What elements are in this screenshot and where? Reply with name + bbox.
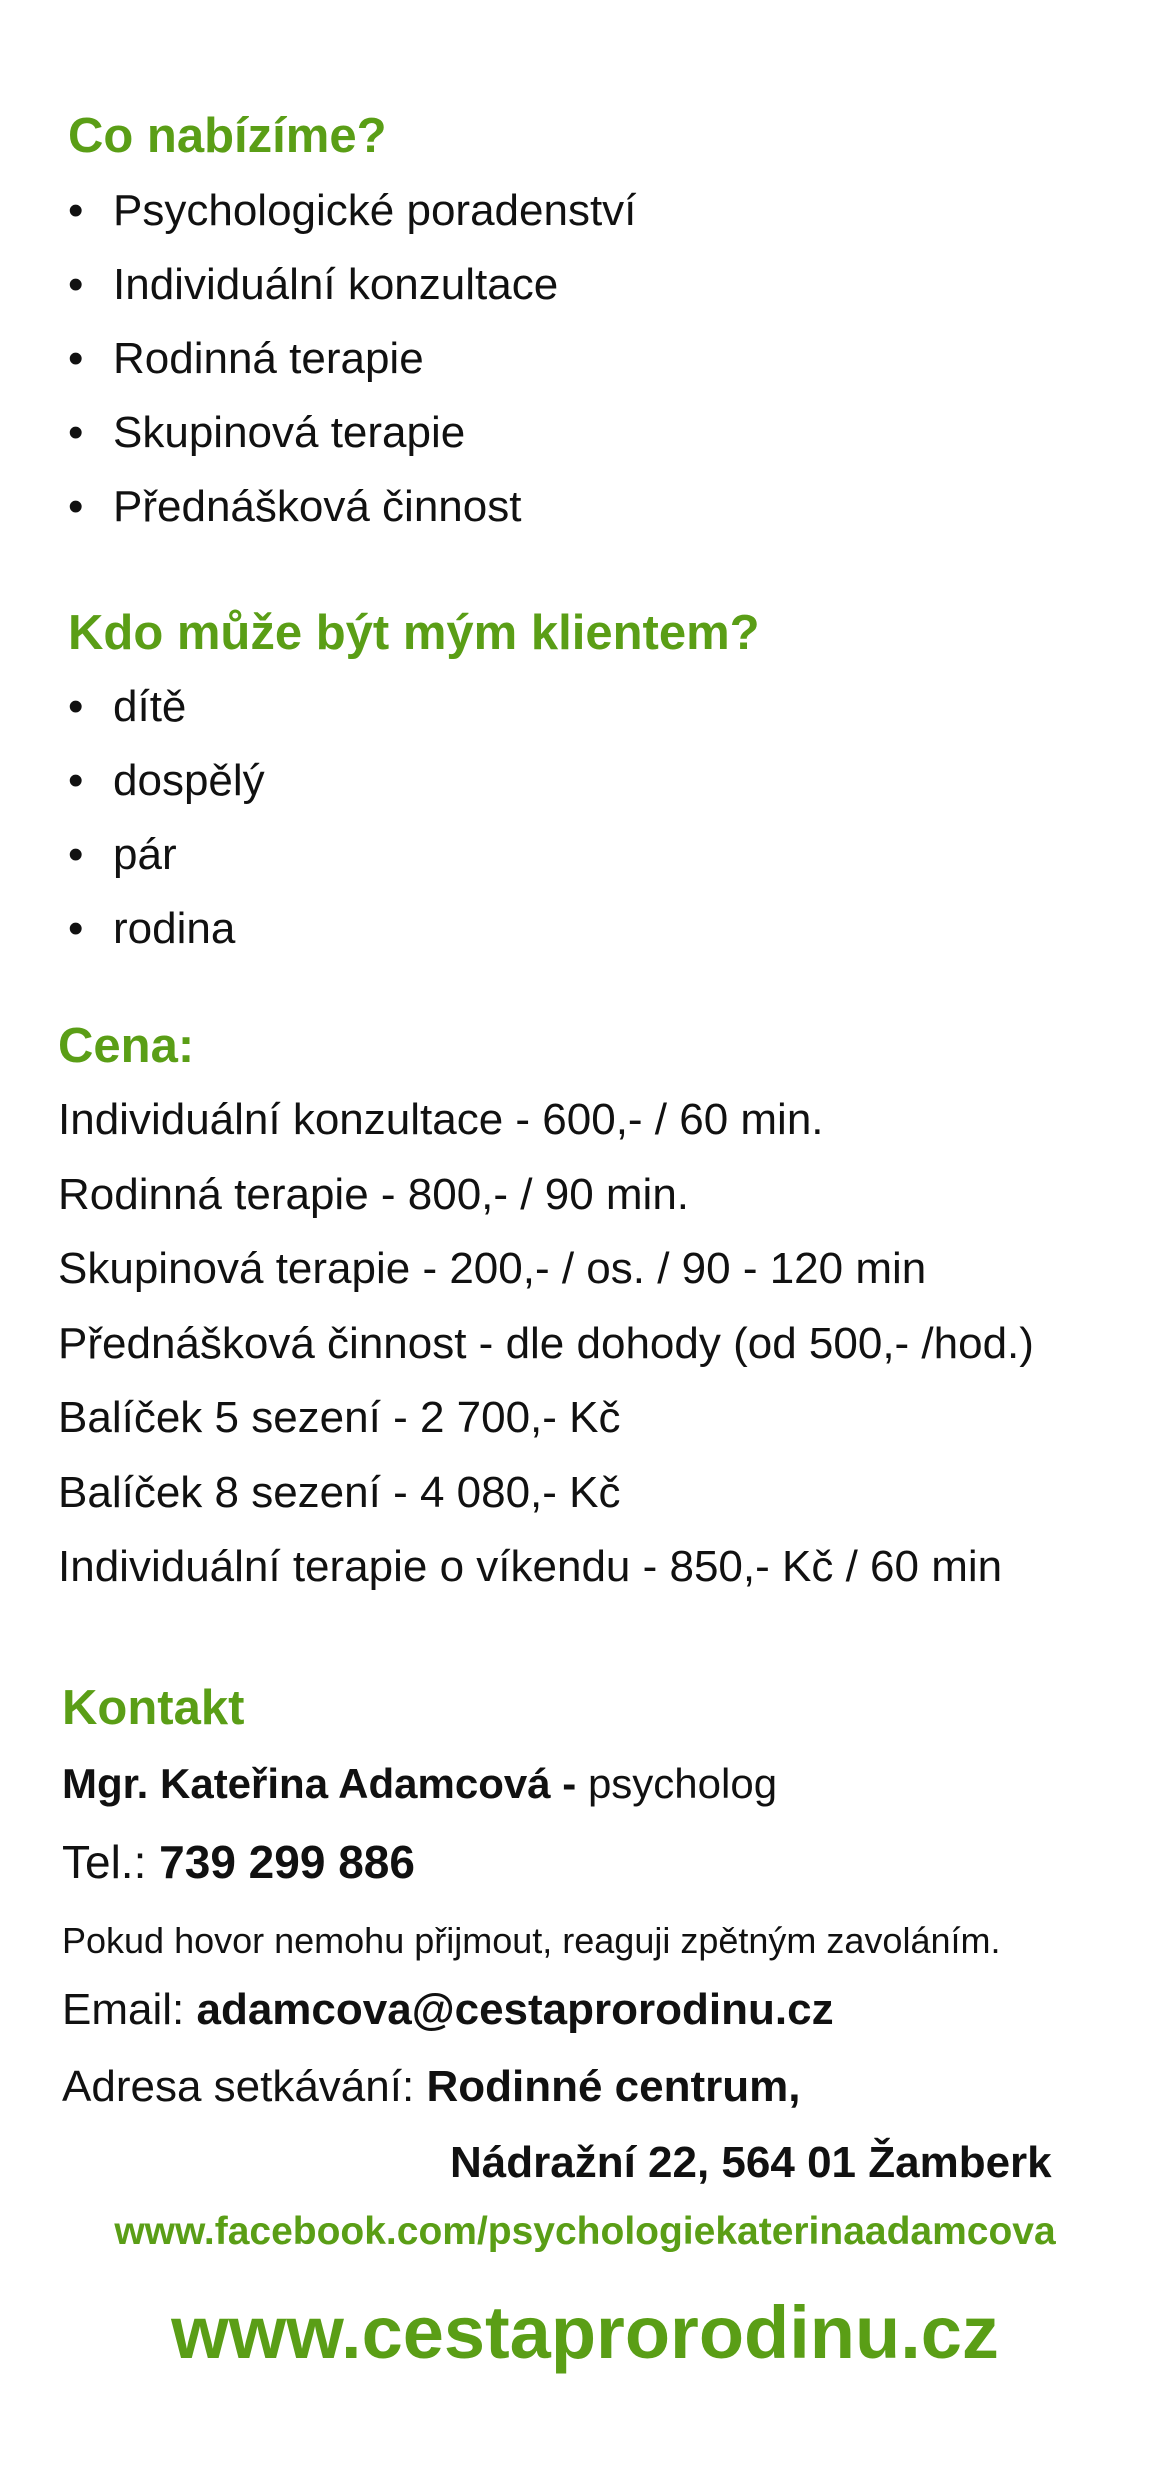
address-line-1: Rodinné centrum, bbox=[426, 2062, 801, 2111]
list-item: • Skupinová terapie bbox=[68, 396, 636, 470]
website-link[interactable]: www.cestaprorodinu.cz bbox=[171, 2291, 999, 2374]
contact-person bbox=[62, 1760, 777, 1808]
list-item: • rodina bbox=[68, 892, 265, 966]
phone-label: Tel.: bbox=[62, 1836, 147, 1888]
list-item: • dospělý bbox=[68, 744, 265, 818]
address-label: Adresa setkávání: bbox=[62, 2062, 415, 2111]
clients-heading: Kdo může být mým klientem? bbox=[68, 606, 760, 660]
price-item: Individuální terapie o víkendu - 850,- Kč / 60 min bbox=[58, 1542, 1003, 1591]
email-label: Email: bbox=[62, 1985, 185, 2034]
contact-email bbox=[62, 1985, 834, 2035]
list-item: • Přednášková činnost bbox=[68, 470, 636, 544]
contact-role: psycholog bbox=[587, 1760, 778, 1807]
price-item: Přednášková činnost - dle dohody (od 500,- /hod.) bbox=[58, 1318, 1034, 1368]
offer-heading: Co nabízíme? bbox=[68, 109, 387, 163]
bullet-icon: • bbox=[68, 682, 84, 731]
price-item: Balíček 5 sezení - 2 700,- Kč bbox=[58, 1393, 621, 1442]
list-item: • pár bbox=[68, 818, 265, 892]
callback-note: Pokud hovor nemohu přijmout, reaguji zpětným zavoláním. bbox=[62, 1920, 1001, 1961]
list-item: • dítě bbox=[68, 670, 265, 744]
price-item: Skupinová terapie - 200,- / os. / 90 - 120 min bbox=[58, 1244, 927, 1293]
bullet-icon: • bbox=[68, 334, 84, 383]
offer-list bbox=[68, 174, 636, 544]
contact-phone bbox=[62, 1835, 415, 1889]
list-item: • Rodinná terapie bbox=[68, 322, 636, 396]
facebook-link[interactable]: www.facebook.com/psychologiekaterinaadamcova bbox=[114, 2210, 1056, 2253]
price-item: Balíček 8 sezení - 4 080,- Kč bbox=[58, 1467, 621, 1517]
list-item: • Individuální konzultace bbox=[68, 248, 636, 322]
clients-list bbox=[68, 670, 265, 966]
address-line-2: Nádražní 22, 564 01 Žamberk bbox=[450, 2138, 1052, 2187]
bullet-icon: • bbox=[68, 408, 84, 457]
bullet-icon: • bbox=[68, 904, 84, 953]
price-item: Rodinná terapie - 800,- / 90 min. bbox=[58, 1169, 690, 1219]
price-list bbox=[58, 1083, 1034, 1605]
bullet-icon: • bbox=[68, 186, 84, 235]
price-item: Individuální konzultace - 600,- / 60 min. bbox=[58, 1095, 824, 1144]
list-item: • Psychologické poradenství bbox=[68, 174, 636, 248]
contact-address bbox=[62, 2062, 800, 2112]
contact-heading: Kontakt bbox=[62, 1681, 245, 1735]
email-address[interactable]: adamcova@cestaprorodinu.cz bbox=[196, 1985, 834, 2034]
contact-name: Mgr. Kateřina Adamcová - bbox=[62, 1760, 577, 1807]
bullet-icon: • bbox=[68, 830, 84, 879]
phone-number[interactable]: 739 299 886 bbox=[159, 1836, 415, 1888]
bullet-icon: • bbox=[68, 260, 84, 309]
prices-heading: Cena: bbox=[58, 1019, 195, 1073]
bullet-icon: • bbox=[68, 482, 84, 531]
bullet-icon: • bbox=[68, 756, 84, 805]
